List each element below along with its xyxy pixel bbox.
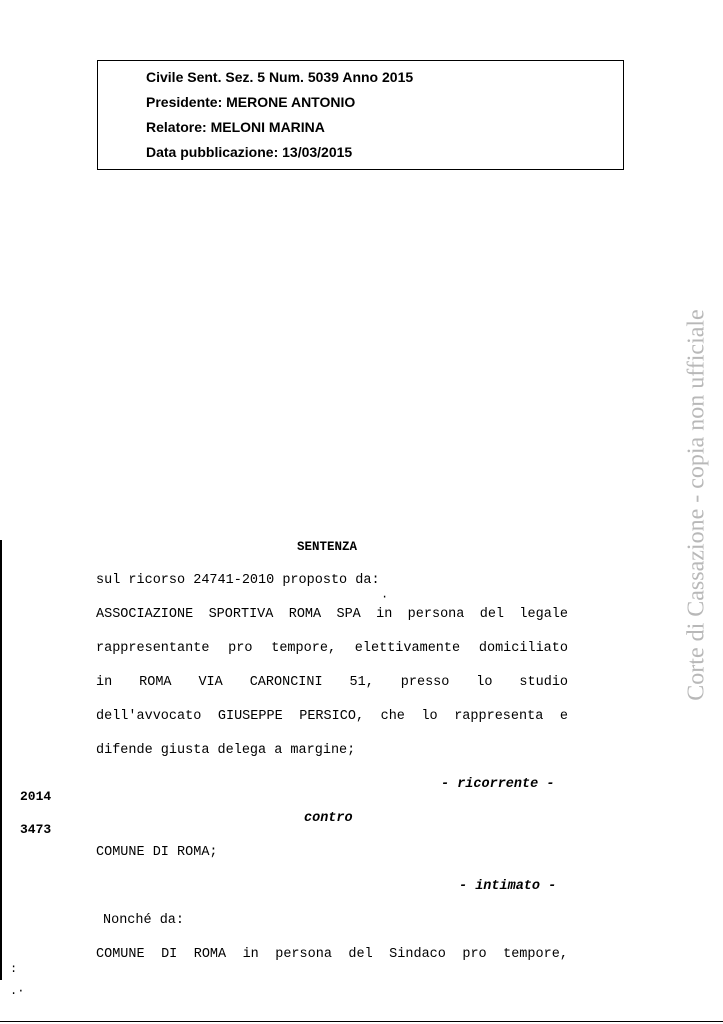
stray-dot: · bbox=[381, 590, 389, 604]
contro-label: contro bbox=[304, 811, 353, 826]
header-publication-date: Data pubblicazione: 13/03/2015 bbox=[146, 144, 353, 160]
margin-mark-2: .· bbox=[10, 984, 25, 998]
watermark: Corte di Cassazione - copia non ufficiale bbox=[683, 309, 710, 701]
header-president: Presidente: MERONE ANTONIO bbox=[146, 94, 356, 110]
margin-mark-1: : bbox=[10, 962, 18, 976]
body-line-4: dell'avvocato GIUSEPPE PERSICO, che lo rappresenta e bbox=[96, 709, 568, 724]
bottom-rule bbox=[0, 1021, 723, 1022]
left-margin-bar bbox=[0, 540, 2, 980]
body-last-line: COMUNE DI ROMA in persona del Sindaco pro tempore, bbox=[96, 947, 568, 962]
ricorrente-label: - ricorrente - bbox=[441, 777, 555, 792]
body-line-2: rappresentante pro tempore, elettivamente domiciliato bbox=[96, 641, 568, 656]
margin-year: 2014 bbox=[20, 789, 52, 804]
ricorso-line: sul ricorso 24741-2010 proposto da: bbox=[96, 573, 380, 588]
margin-number: 3473 bbox=[20, 822, 52, 837]
body-line-3: in ROMA VIA CARONCINI 51, presso lo studio bbox=[96, 675, 569, 690]
header-sentence-ref: Civile Sent. Sez. 5 Num. 5039 Anno 2015 bbox=[146, 69, 414, 85]
document-title: SENTENZA bbox=[297, 540, 358, 554]
intimato-label: - intimato - bbox=[459, 879, 557, 894]
nonche-line: Nonché da: bbox=[103, 913, 185, 928]
comune-line: COMUNE DI ROMA; bbox=[96, 845, 218, 860]
header-rapporteur: Relatore: MELONI MARINA bbox=[146, 119, 325, 135]
body-line-5: difende giusta delega a margine; bbox=[96, 743, 356, 758]
body-line-1: ASSOCIAZIONE SPORTIVA ROMA SPA in persona del legale bbox=[96, 607, 568, 622]
header-box bbox=[97, 60, 624, 170]
